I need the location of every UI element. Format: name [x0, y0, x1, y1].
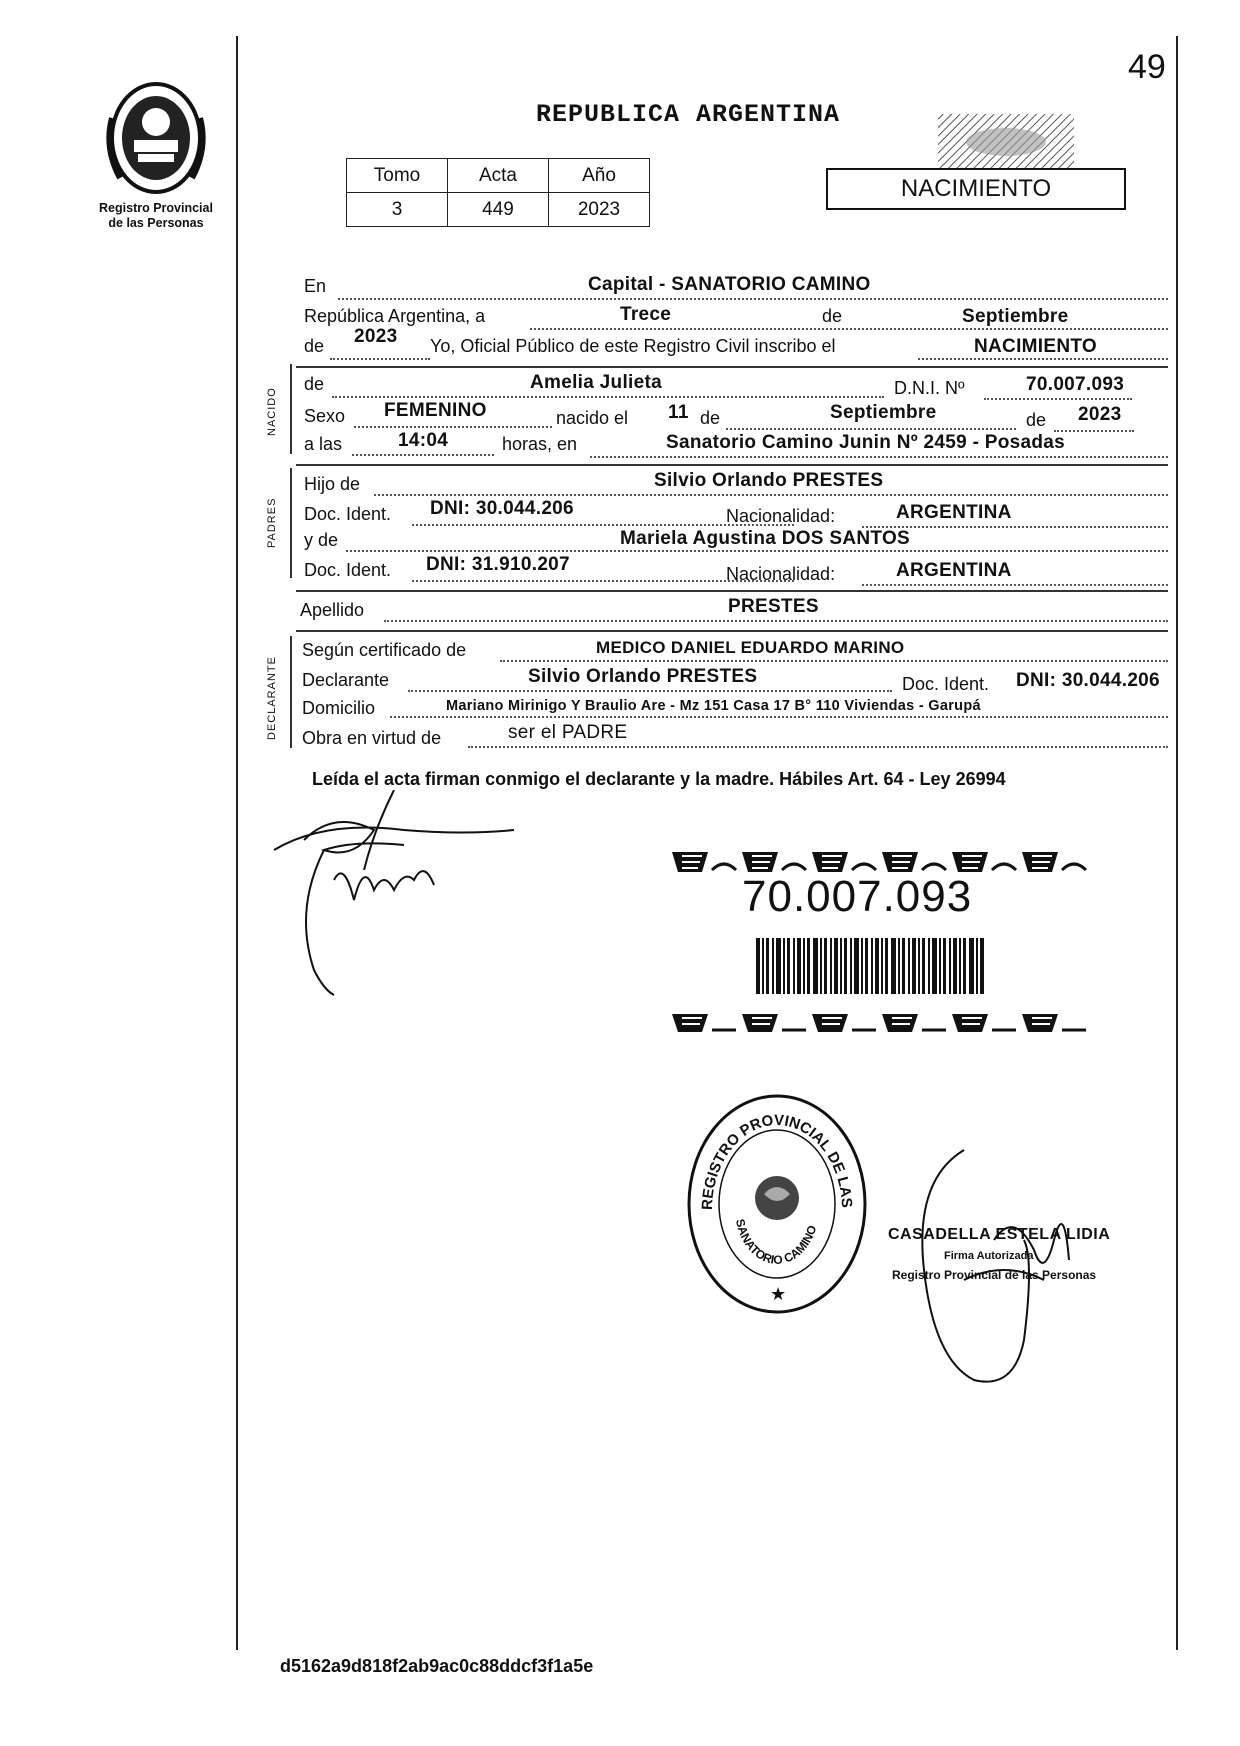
- value-nac-anio: 2023: [1078, 404, 1122, 425]
- label-de: de: [822, 306, 843, 326]
- label-republica: República Argentina, a: [304, 306, 486, 326]
- label-yo-oficial: Yo, Oficial Público de este Registro Civil inscribo el: [430, 336, 836, 356]
- barcode-number: 70.007.093: [742, 872, 973, 921]
- value-nombre: Amelia Julieta: [530, 372, 662, 393]
- value-padre: Silvio Orlando PRESTES: [654, 470, 884, 491]
- svg-text:SANATORIO CAMINO: [733, 1218, 820, 1267]
- barcode: [756, 938, 986, 994]
- right-margin-rule: [1176, 36, 1178, 1650]
- table-header: Acta: [448, 159, 549, 193]
- section-padres: PADRES: [266, 497, 278, 548]
- value-tipo: NACIMIENTO: [974, 336, 1097, 357]
- table-header: Año: [549, 159, 650, 193]
- label-sexo: Sexo: [304, 406, 346, 426]
- value-anio: 2023: [354, 326, 398, 347]
- left-margin-rule: [236, 36, 238, 1650]
- seal-inner-text: SANATORIO CAMINO: [732, 1217, 820, 1268]
- label-de-mes: de: [700, 408, 721, 428]
- seal-text: REGISTRO PROVINCIAL DE LAS: [698, 1111, 856, 1211]
- value-apellido: PRESTES: [728, 596, 819, 617]
- value-dia: Trece: [620, 304, 672, 325]
- table-cell: 2023: [549, 193, 650, 227]
- section-nacido: NACIDO: [266, 387, 278, 436]
- value-padre-nac: ARGENTINA: [896, 502, 1012, 523]
- barcode-pattern-bottom: [668, 1008, 1088, 1036]
- value-declarante: Silvio Orlando PRESTES: [528, 666, 758, 687]
- label-en: En: [304, 276, 327, 296]
- register-table: [346, 158, 650, 227]
- official-name: CASADELLA ESTELA LIDIA: [888, 1226, 1111, 1243]
- label-domicilio: Domicilio: [302, 698, 376, 718]
- label-de-anio: de: [1026, 410, 1047, 430]
- value-madre-dni: DNI: 31.910.207: [426, 554, 570, 575]
- hologram-stamp: [936, 112, 1076, 172]
- label-segun-cert: Según certificado de: [302, 640, 467, 660]
- label-obra-virtud: Obra en virtud de: [302, 728, 442, 748]
- value-lugar: Capital - SANATORIO CAMINO: [588, 274, 871, 295]
- value-hora: 14:04: [398, 430, 449, 451]
- official-org: Registro Provincial de las Personas: [892, 1268, 1097, 1282]
- province-logo: [100, 78, 212, 196]
- value-madre: Mariela Agustina DOS SANTOS: [620, 528, 910, 549]
- table-cell: 449: [448, 193, 549, 227]
- value-mes: Septiembre: [962, 306, 1069, 327]
- value-dni: 70.007.093: [1026, 374, 1125, 395]
- signature-right: [904, 1140, 1114, 1388]
- value-sexo: FEMENINO: [384, 400, 487, 421]
- label-nacionalidad-1: Nacionalidad:: [726, 506, 836, 526]
- value-obra: ser el PADRE: [508, 722, 628, 743]
- label-a-las: a las: [304, 434, 343, 454]
- signature-left: [264, 790, 524, 1010]
- label-doc-ident-3: Doc. Ident.: [902, 674, 990, 694]
- value-nac-mes: Septiembre: [830, 402, 937, 423]
- section-declarante: DECLARANTE: [266, 656, 278, 740]
- label-hijo-de: Hijo de: [304, 474, 361, 494]
- value-domicilio: Mariano Mirinigo Y Braulio Are - Mz 151 Casa 17 B° 110 Viviendas - Garupá: [446, 698, 981, 714]
- label-apellido: Apellido: [300, 600, 365, 620]
- label-nacido-el: nacido el: [556, 408, 629, 428]
- value-padre-dni: DNI: 30.044.206: [430, 498, 574, 519]
- label-de-nombre: de: [304, 374, 325, 394]
- label-doc-ident-2: Doc. Ident.: [304, 560, 392, 580]
- value-madre-nac: ARGENTINA: [896, 560, 1012, 581]
- value-declarante-dni: DNI: 30.044.206: [1016, 670, 1160, 691]
- country-title: REPUBLICA ARGENTINA: [536, 100, 841, 129]
- table-cell: 3: [347, 193, 448, 227]
- value-lugar-nac: Sanatorio Camino Junin Nº 2459 - Posadas: [666, 432, 1066, 453]
- page-number: 49: [1128, 48, 1166, 86]
- label-horas-en: horas, en: [502, 434, 578, 454]
- label-de2: de: [304, 336, 325, 356]
- registry-label: Registro Provincial de las Personas: [99, 201, 213, 230]
- label-y-de: y de: [304, 530, 339, 550]
- doc-type-box: NACIMIENTO: [826, 168, 1126, 210]
- official-seal: [684, 1090, 870, 1318]
- label-nacionalidad-2: Nacionalidad:: [726, 564, 836, 584]
- svg-text:★: ★: [770, 1284, 787, 1304]
- value-nac-dia: 11: [668, 402, 689, 423]
- label-declarante: Declarante: [302, 670, 390, 690]
- document-hash: d5162a9d818f2ab9ac0c88ddcf3f1a5e: [280, 1656, 594, 1676]
- label-doc-ident-1: Doc. Ident.: [304, 504, 392, 524]
- legal-note: Leída el acta firman conmigo el declarante y la madre. Hábiles Art. 64 - Ley 26994: [312, 769, 1006, 789]
- label-dni: D.N.I. Nº: [894, 378, 965, 398]
- official-role: Firma Autorizada: [944, 1250, 1034, 1262]
- value-certificado: MEDICO DANIEL EDUARDO MARINO: [596, 638, 905, 657]
- table-header: Tomo: [347, 159, 448, 193]
